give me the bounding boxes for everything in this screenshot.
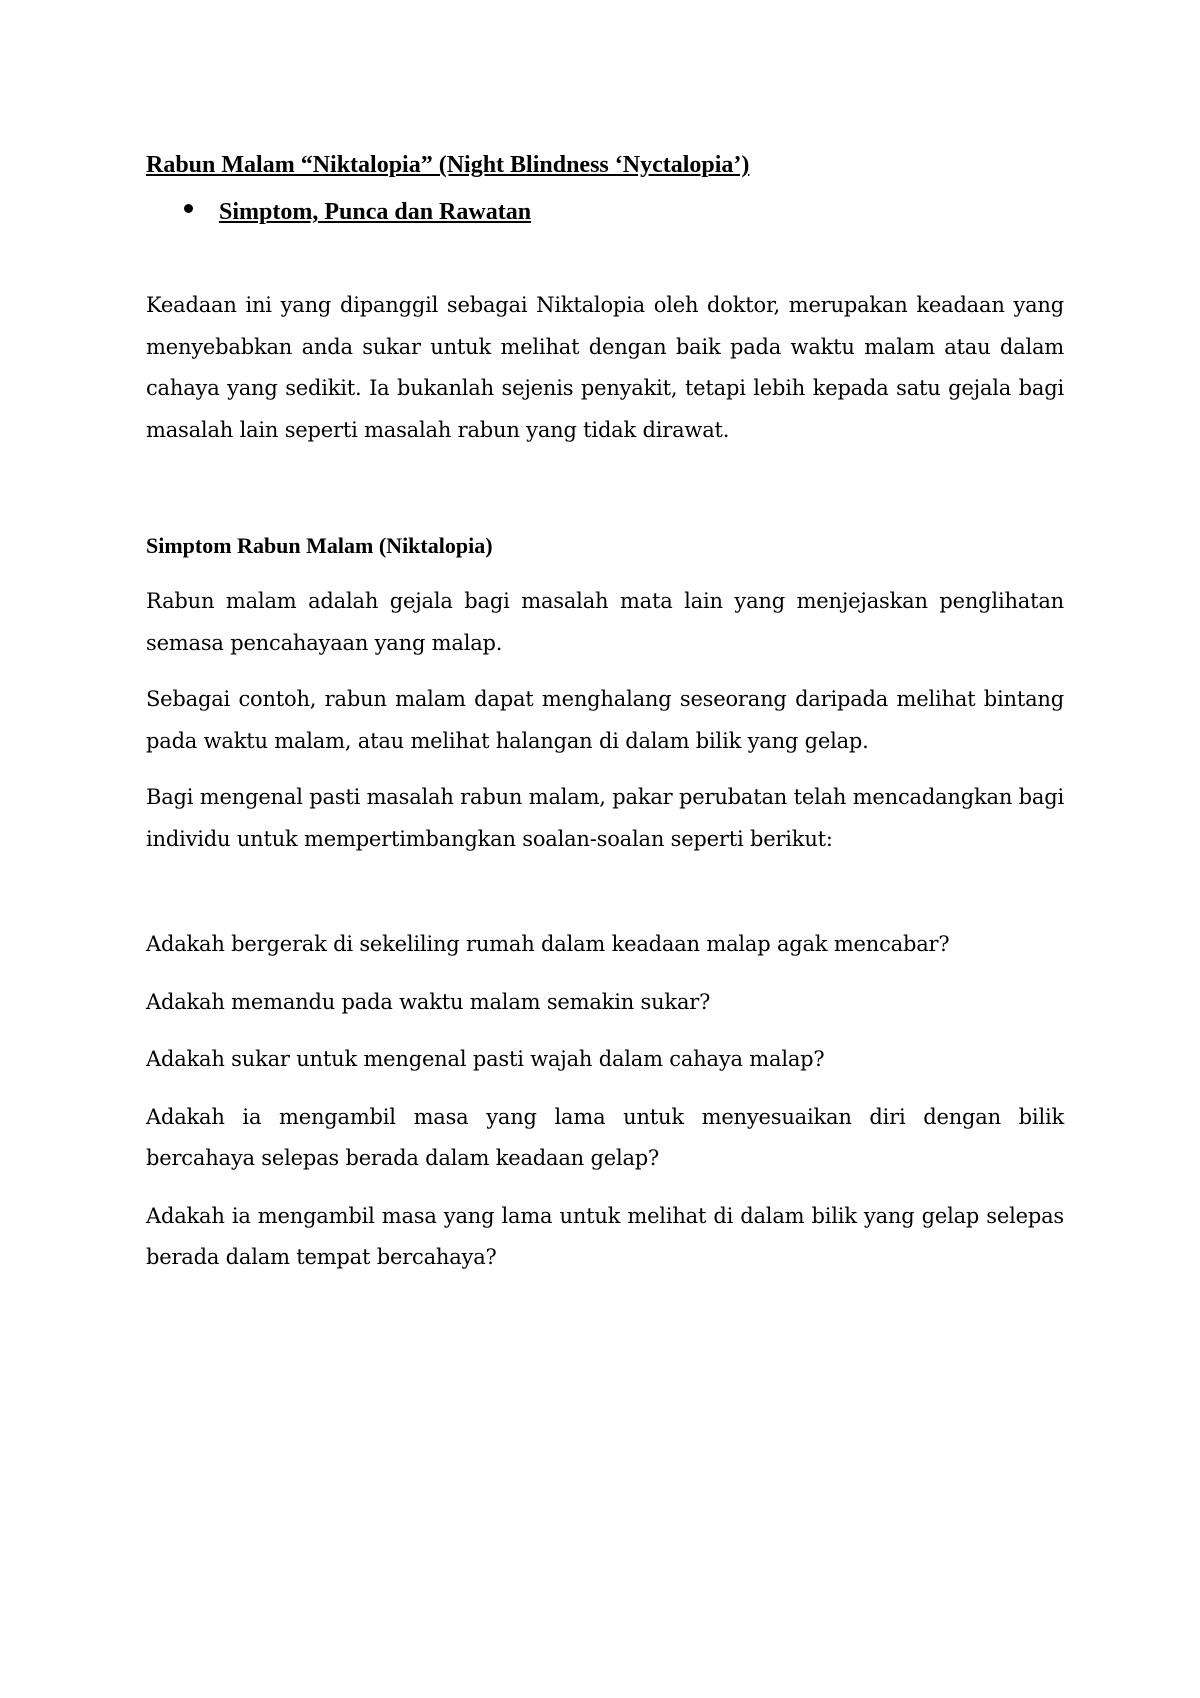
document-title: Rabun Malam “Niktalopia” (Night Blindness ‘Nyctalopia’): [146, 152, 750, 178]
intro-paragraph: Keadaan ini yang dipanggil sebagai Niktalopia oleh doktor, merupakan keadaan yang menyebabkan anda sukar untuk melihat dengan baik pada waktu malam atau dalam cahaya yang sedikit. Ia bukanlah sejenis penyakit, tetapi lebih kepada satu gejala bagi masalah lain seperti masalah rabun yang tidak dirawat.: [146, 293, 1064, 442]
section-heading: Simptom Rabun Malam (Niktalopia): [146, 533, 493, 558]
question-item: Adakah ia mengambil masa yang lama untuk menyesuaikan diri dengan bilik bercahaya selepas berada dalam keadaan gelap?: [146, 1104, 1064, 1170]
question-item: Adakah ia mengambil masa yang lama untuk melihat di dalam bilik yang gelap selepas berada dalam tempat bercahaya?: [146, 1203, 1064, 1269]
section-paragraph: Sebagai contoh, rabun malam dapat menghalang seseorang daripada melihat bintang pada waktu malam, atau melihat halangan di dalam bilik yang gelap.: [146, 687, 1064, 753]
subtitle-bullet-item: [146, 196, 1064, 228]
section-paragraph: Bagi mengenal pasti masalah rabun malam, pakar perubatan telah mencadangkan bagi individu untuk mempertimbangkan soalan-soalan seperti berikut:: [146, 785, 1064, 851]
document-body: [146, 148, 1064, 1279]
question-item: Adakah sukar untuk mengenal pasti wajah dalam cahaya malap?: [146, 1047, 825, 1071]
bullet-icon: [184, 204, 193, 213]
section-paragraph: Rabun malam adalah gejala bagi masalah mata lain yang menjejaskan penglihatan semasa pencahayaan yang malap.: [146, 589, 1064, 655]
question-item: Adakah bergerak di sekeliling rumah dalam keadaan malap agak mencabar?: [146, 932, 950, 956]
question-item: Adakah memandu pada waktu malam semakin sukar?: [146, 989, 711, 1014]
document-subtitle: Simptom, Punca dan Rawatan: [219, 199, 532, 225]
